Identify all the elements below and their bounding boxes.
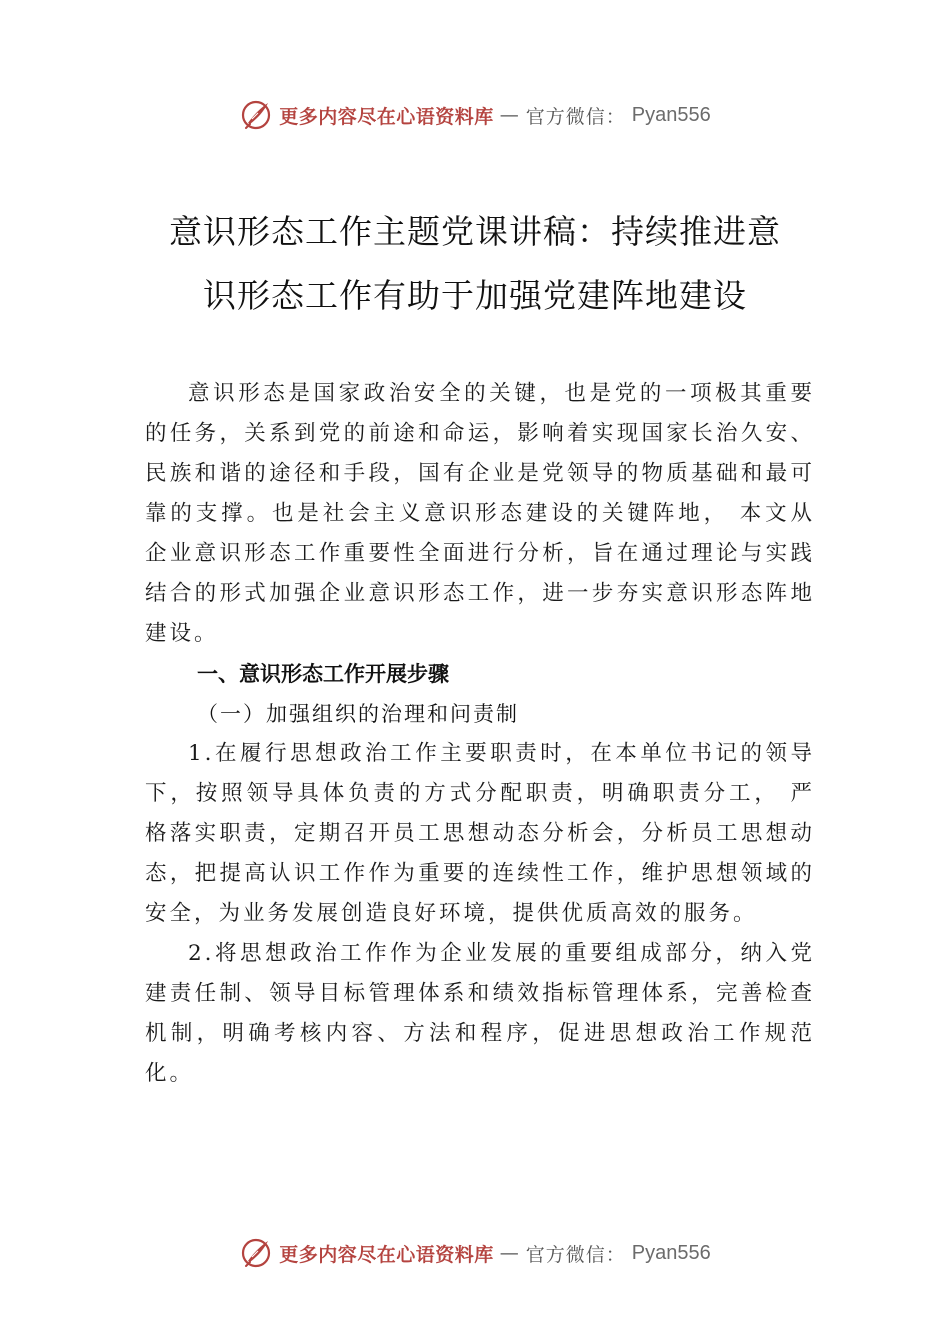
footer-brand-text: 更多内容尽在心语资料库 — [279, 1243, 494, 1266]
footer-separator: — — [499, 1242, 520, 1264]
document-title — [145, 200, 805, 328]
banner-brand-text: 更多内容尽在心语资料库 — [279, 105, 494, 128]
subsection-heading-1: （一）加强组织的治理和问责制 — [197, 702, 519, 726]
banner-wechat-account: Pyan556 — [631, 103, 711, 126]
footer-banner — [0, 1233, 950, 1273]
document-title-line-1: 意识形态工作主题党课讲稿：持续推进意 — [169, 212, 781, 251]
quill-pen-logo-icon — [239, 1236, 273, 1270]
paragraph-item-1: 1.在履行思想政治工作主要职责时，在本单位书记的领导下，按照领导具体负责的方式分配职责，明确职责分工， 严格落实职责，定期召开员工思想动态分析会，分析员工思想动态，把提高认识工作作为重要的连续性工作，维护思想领域的安全，为业务发展创造良好环境，提供优质高效的服务。 — [145, 741, 815, 926]
intro-paragraph: 意识形态是国家政治安全的关键，也是党的一项极其重要的任务，关系到党的前途和命运，影响着实现国家长治久安、民族和谐的途径和手段，国有企业是党领导的物质基础和最可靠的支撑。也是社会主义意识形态建设的关键阵地， 本文从企业意识形态工作重要性全面进行分析，旨在通过理论与实践结合的形式加强企业意识形态工作，进一步夯实意识形态阵地建设。 — [145, 381, 815, 646]
document-title-line-2: 识形态工作有助于加强党建阵地建设 — [203, 276, 747, 315]
footer-wechat-label: 官方微信： — [525, 1243, 626, 1266]
header-banner — [0, 95, 950, 135]
quill-pen-logo-icon — [239, 98, 273, 132]
document-body — [145, 374, 815, 1094]
section-heading-1: 一、意识形态工作开展步骤 — [197, 662, 449, 686]
paragraph-item-2: 2.将思想政治工作作为企业发展的重要组成部分，纳入党建责任制、领导目标管理体系和绩效指标管理体系，完善检查机制，明确考核内容、方法和程序，促进思想政治工作规范化。 — [145, 941, 815, 1086]
banner-wechat-label: 官方微信： — [525, 105, 626, 128]
banner-separator: — — [499, 104, 520, 126]
footer-wechat-account: Pyan556 — [631, 1241, 711, 1264]
